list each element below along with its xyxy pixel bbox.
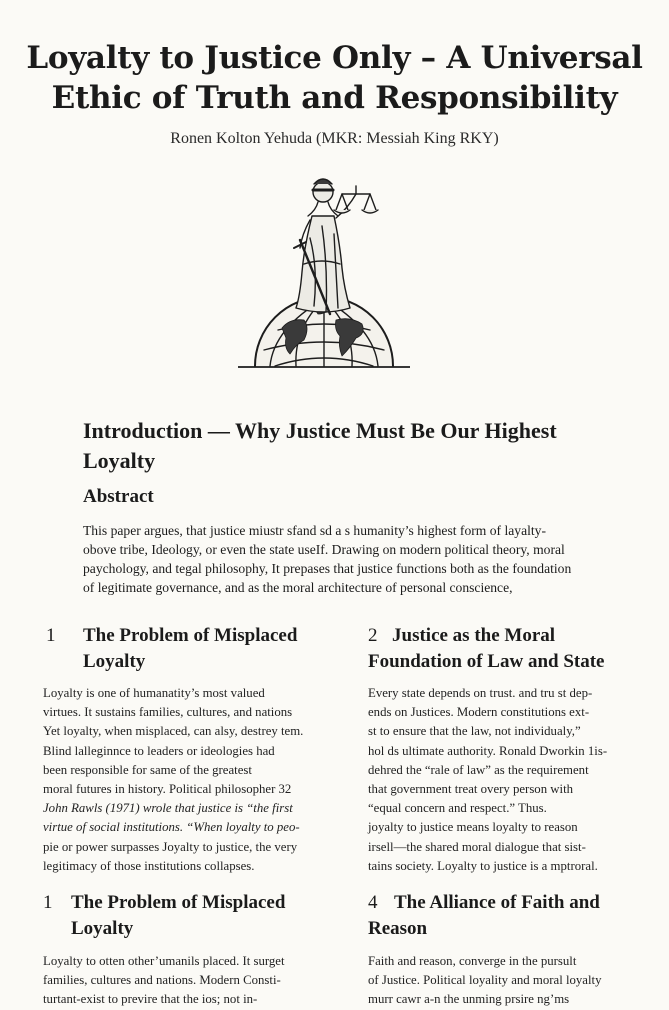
body-line: st to ensure that the law, not individualy,”: [368, 724, 581, 739]
body-line: hol ds ultimate authority. Ronald Dworkin 1is-: [368, 743, 608, 758]
section-title-line: The Problem of Misplaced: [71, 892, 286, 913]
section-title-line: Loyalty: [71, 918, 134, 939]
abstract-line: This paper argues, that justice miustr sfand sd a s humanity’s highest form of layalty-: [83, 523, 546, 538]
body-line: Faith and reason, converge in the pursult: [368, 954, 577, 968]
body-line: Every state depends on trust. and tru st dep-: [368, 686, 593, 700]
lady-justice-illustration: [238, 168, 410, 400]
introduction-heading-line-2: Loyalty: [83, 448, 156, 473]
section-title: [83, 623, 346, 675]
body-line: joyalty to justice means loyalty to reason: [368, 820, 578, 835]
section-number: 1: [43, 892, 53, 913]
section-body: [43, 684, 343, 876]
section-title-line: Justice as the Moral: [392, 625, 556, 646]
section-title-line: Loyalty: [83, 651, 146, 672]
body-line: dehred the “rale of law” as the requirement: [368, 762, 589, 777]
section-title-line: Reason: [368, 918, 428, 939]
body-line: Blind lalleginnce to leaders or ideologies had: [43, 743, 275, 758]
introduction-heading: [83, 416, 623, 476]
body-line: murr cawr a-n the unming prsire ng’ms: [368, 992, 570, 1007]
body-line: “equal concern and respect.” Thus.: [368, 801, 547, 816]
section-title: [368, 623, 658, 675]
section-heading: [46, 623, 346, 675]
abstract-text: [83, 521, 628, 597]
body-line: irsell—the shared moral dialogue that sist-: [368, 839, 586, 854]
abstract-line: paychology, and tegal philosophy, It prepases that justice functions both as the foundation: [83, 561, 572, 576]
section-number: 4: [368, 892, 378, 913]
author-byline: Ronen Kolton Yehuda (MKR: Messiah King RKY): [170, 130, 499, 147]
section-title: [71, 890, 343, 942]
section-title-line: The Problem of Misplaced: [83, 625, 298, 646]
section-heading: [43, 890, 343, 942]
body-line: virtues. It sustains families, cultures, and nations: [43, 705, 293, 720]
section-heading: [368, 623, 658, 675]
body-line: Yet loyalty, when misplaced, can alsy, destrey tem.: [43, 724, 304, 739]
section-heading: [368, 890, 658, 942]
body-line: moral futures in history. Political philosopher 32: [43, 782, 292, 797]
title-line-2: Ethic of Truth and Responsibility: [51, 80, 618, 116]
body-line: that government treat overy person with: [368, 782, 574, 797]
body-line: pie or power surpasses Joyalty to justice, the very: [43, 839, 298, 854]
section-body: [43, 952, 343, 1010]
introduction-heading-line-1: Introduction — Why Justice Must Be Our Highest: [83, 418, 557, 443]
body-line: John Rawls (1971) wrole that justice is “the first: [43, 801, 293, 816]
body-line: legitimacy of those institutions collapses.: [43, 858, 255, 873]
section-number: 2: [368, 625, 378, 646]
abstract-heading: Abstract: [83, 486, 154, 507]
body-line: of Justice. Political loyality and moral loyalty: [368, 973, 602, 988]
title-line-1: Loyalty to Justice Only – A Universal: [26, 40, 643, 76]
section-title-line: Foundation of Law and State: [368, 651, 605, 672]
body-line: turtant-exist to previre that the ios; not in-: [43, 992, 258, 1007]
body-line: Loyalty is one of humanatity’s most valued: [43, 686, 265, 700]
section-title-line: The Alliance of Faith and: [394, 892, 600, 913]
abstract-line: obove tribe, Ideology, or even the state useIf. Drawing on modern political theory, moral: [83, 542, 565, 557]
lady-justice-figure: [238, 168, 410, 400]
body-line: ends on Justices. Modern constitutions ext-: [368, 705, 590, 720]
section-body: [368, 684, 653, 876]
section-body: [368, 952, 653, 1010]
section-number: 1: [46, 625, 56, 646]
body-line: virtue of social institutions. “When loyalty to peo-: [43, 820, 300, 835]
body-line: been responsible for same of the greatest: [43, 762, 252, 777]
abstract-line: of legitimate governance, and as the moral architecture of personal conscience,: [83, 580, 513, 595]
section-title: [368, 890, 658, 942]
body-line: Loyalty to otten other’umanils placed. It surget: [43, 954, 285, 968]
body-line: tains society. Loyalty to justice is a mptroral.: [368, 858, 598, 873]
paper-title: [0, 38, 669, 118]
body-line: families, cultures and nations. Modern Consti-: [43, 973, 281, 988]
